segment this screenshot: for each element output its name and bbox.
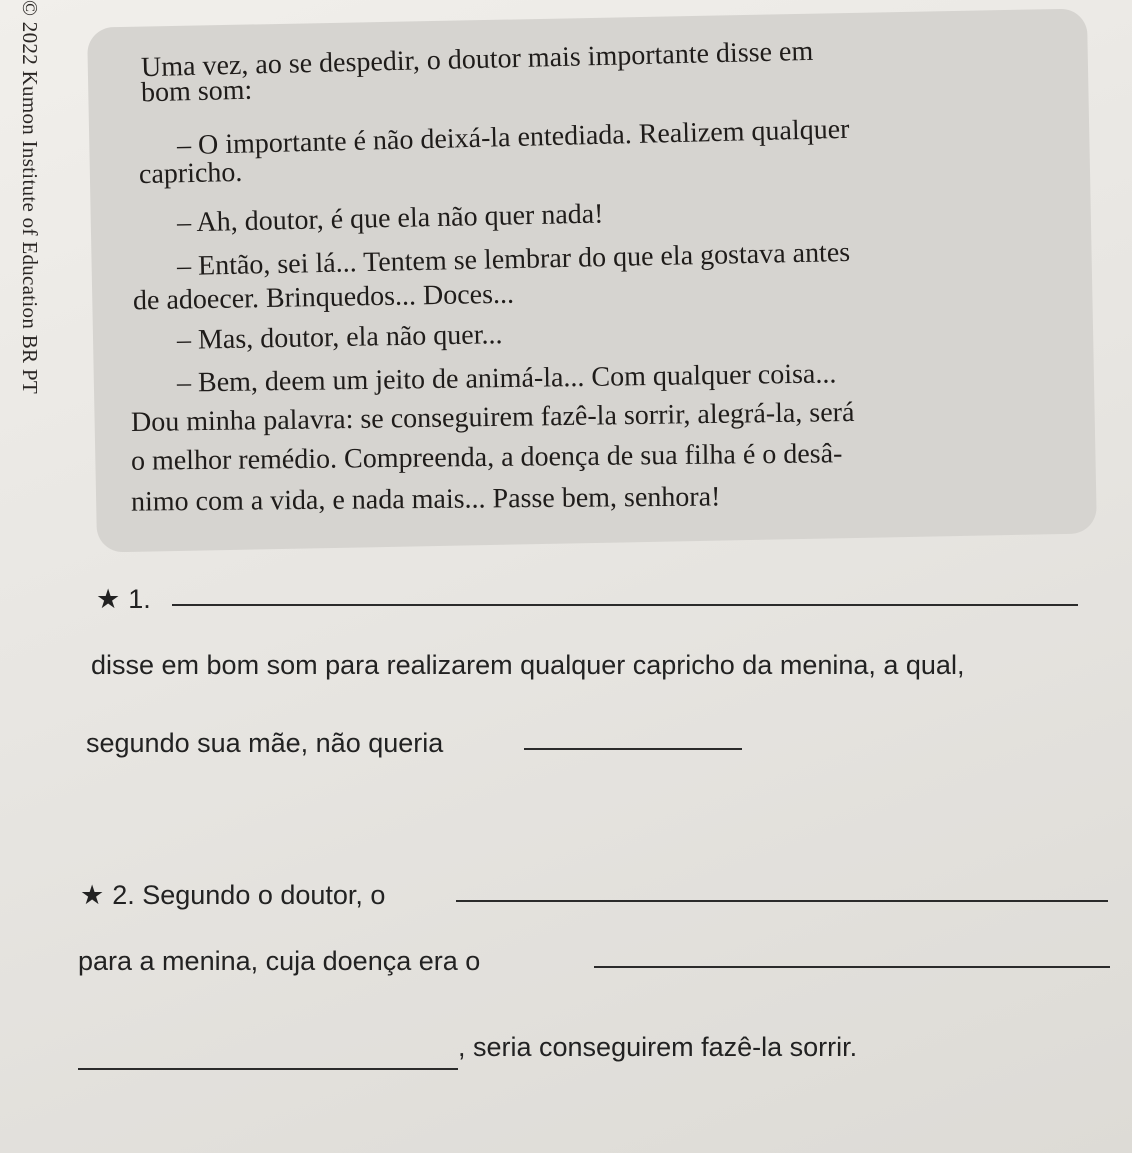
copyright-credit: © 2022 Kumon Institute of Education BR PT	[18, 0, 42, 394]
question-2-text: , seria conseguirem fazê-la sorrir.	[458, 1032, 858, 1062]
passage-line: – Ah, doutor, é que ela não quer nada!	[176, 198, 604, 239]
passage-line: nimo com a vida, e nada mais... Passe bem, senhora!	[130, 481, 721, 518]
answer-blank-1b[interactable]	[524, 748, 742, 750]
passage-line: Uma vez, ao se despedir, o doutor mais importante disse em	[140, 35, 814, 84]
passage-line: de adoecer. Brinquedos... Doces...	[132, 278, 515, 317]
question-2-text: para a menina, cuja doença era o	[78, 946, 481, 976]
passage-line: capricho.	[138, 156, 243, 191]
passage-line: o melhor remédio. Compreenda, a doença de sua filha é o desâ-	[130, 438, 843, 477]
question-1-text: disse em bom som para realizarem qualquer capricho da menina, a qual,	[91, 650, 965, 680]
question-1-number: ★ 1.	[96, 584, 151, 614]
passage-line: – Então, sei lá... Tentem se lembrar do que ela gostava antes	[176, 236, 851, 283]
passage-line: bom som:	[140, 74, 253, 109]
passage-line: – O importante é não deixá-la entediada. Realizem qualquer	[176, 113, 850, 162]
passage-line: Dou minha palavra: se conseguirem fazê-la sorrir, alegrá-la, será	[130, 396, 855, 439]
star-icon: ★	[80, 880, 105, 910]
answer-blank-2b[interactable]	[594, 966, 1110, 968]
question-2-text: ★ 2. Segundo o doutor, o	[80, 880, 386, 910]
answer-blank-2c[interactable]	[78, 1068, 458, 1070]
passage-line: – Bem, deem um jeito de animá-la... Com qualquer coisa...	[176, 358, 837, 399]
answer-blank-2a[interactable]	[456, 900, 1108, 902]
answer-blank-1a[interactable]	[172, 604, 1078, 606]
star-icon: ★	[96, 584, 121, 614]
passage-line: – Mas, doutor, ela não quer...	[176, 319, 503, 356]
question-1-text: segundo sua mãe, não queria	[86, 728, 444, 758]
